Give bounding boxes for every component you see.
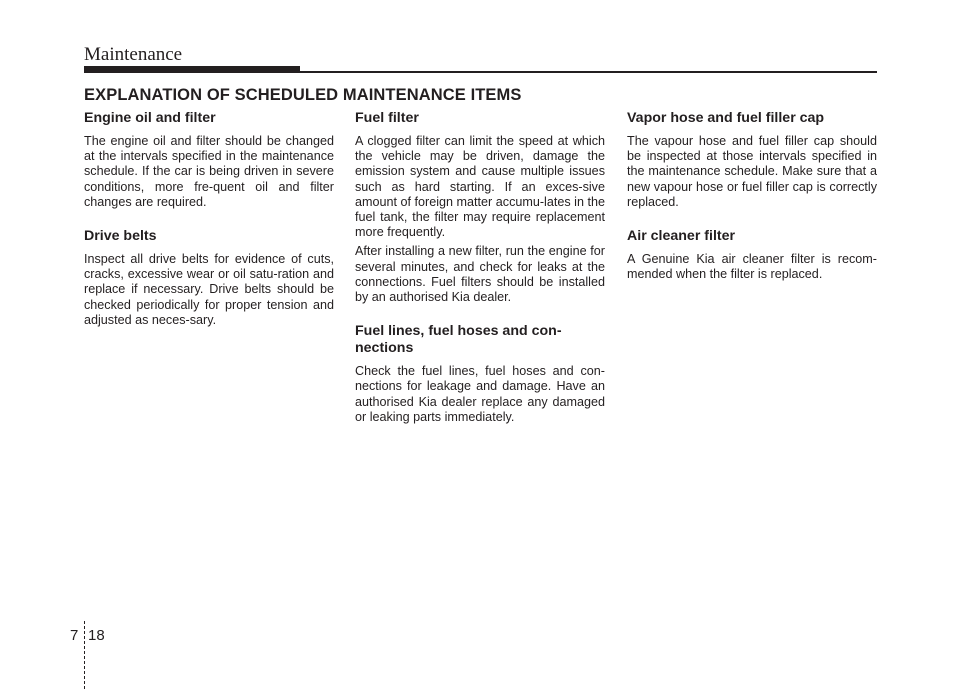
chapter-number: 7 bbox=[70, 627, 79, 644]
heading-fuel-filter: Fuel filter bbox=[355, 110, 419, 126]
column-3 bbox=[627, 110, 877, 286]
paragraph-fuel-filter-1: A clogged filter can limit the speed at which the vehicle may be driven, damage the emission system and cause multiple issues such as hard starting. If an exces-sive amount of foreign matter accumu-lates in the fuel tank, the filter may require replacement more frequently. bbox=[355, 134, 605, 240]
column-2 bbox=[355, 110, 605, 429]
heading-fuel-lines: Fuel lines, fuel hoses and con-nections bbox=[355, 323, 562, 357]
header-rule bbox=[300, 71, 877, 73]
heading-engine-oil-filter: Engine oil and filter bbox=[84, 110, 216, 126]
heading-vapor-hose: Vapor hose and fuel filler cap bbox=[627, 110, 825, 126]
column-1 bbox=[84, 110, 334, 332]
paragraph-fuel-filter-2: After installing a new filter, run the engine for several minutes, and check for leaks at the connections. Fuel filters should be installed by an authorised Kia dealer. bbox=[355, 244, 605, 305]
paragraph-fuel-lines: Check the fuel lines, fuel hoses and con-nections for leakage and damage. Have an authorised Kia dealer replace any damaged or leaking parts immediately. bbox=[355, 364, 605, 424]
header-bar bbox=[84, 66, 300, 73]
heading-drive-belts: Drive belts bbox=[84, 228, 157, 245]
paragraph-drive-belts: Inspect all drive belts for evidence of cuts, cracks, excessive wear or oil satu-ration and replace if necessary. Drive belts should be checked periodically for proper tension and adjusted as neces-sary. bbox=[84, 252, 334, 327]
section-title: EXPLANATION OF SCHEDULED MAINTENANCE ITEMS bbox=[84, 86, 522, 104]
paragraph-vapor-hose: The vapour hose and fuel filler cap should be inspected at those intervals specified in the maintenance schedule. Make sure that a new vapour hose or fuel filler cap is correctly replaced. bbox=[627, 134, 877, 209]
footer-divider bbox=[84, 621, 85, 689]
page-number: 18 bbox=[88, 627, 105, 644]
running-header-title: Maintenance bbox=[84, 44, 183, 65]
paragraph-air-cleaner-filter: A Genuine Kia air cleaner filter is recom-mended when the filter is replaced. bbox=[627, 252, 877, 282]
heading-air-cleaner-filter: Air cleaner filter bbox=[627, 228, 736, 245]
paragraph-engine-oil-filter: The engine oil and filter should be changed at the intervals specified in the maintenance schedule. If the car is being driven in severe conditions, more fre-quent oil and filter changes are required. bbox=[84, 134, 334, 209]
